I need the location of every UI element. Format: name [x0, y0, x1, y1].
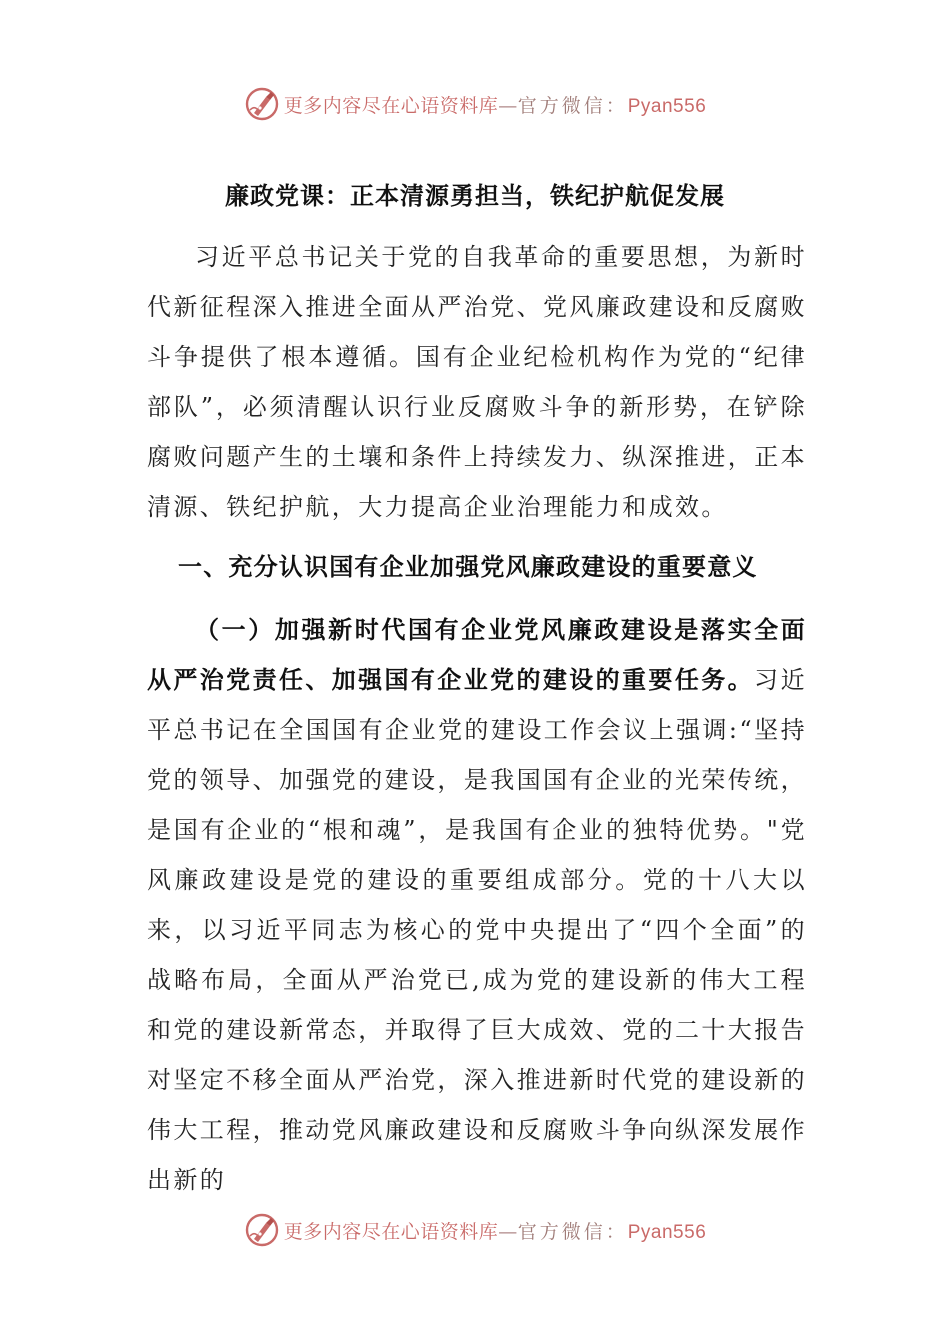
- document-title: 廉政党课：正本清源勇担当，铁纪护航促发展: [225, 182, 725, 210]
- footer-watermark-text: [284, 1217, 707, 1244]
- header-text-wechat: 官方微信：: [517, 94, 628, 117]
- header-watermark: [0, 84, 950, 124]
- section-1-paragraph-1: [147, 605, 807, 1205]
- footer-text-dash: —: [498, 1220, 518, 1243]
- pen-nib-icon: [244, 1212, 280, 1248]
- intro-paragraph-block: [147, 232, 807, 532]
- footer-text-main: 更多内容尽在心语资料库: [283, 1220, 499, 1243]
- section-1-paragraph-1-body: 习近平总书记在全国国有企业党的建设工作会议上强调:“坚持党的领导、加强党的建设，是我国国有企业的光荣传统，是国有企业的“根和魂”，是我国有企业的独特优势。"党风廉政建设是党的建设的重要组成部分。党的十八大以来，以习近平同志为核心的党中央提出了“四个全面”的战略布局，全面从严治党已,成为党的建设新的伟大工程和党的建设新常态，并取得了巨大成效、党的二十大报告对坚定不移全面从严治党，深入推进新时代党的建设新的伟大工程，推动党风廉政建设和反腐败斗争向纵深发展作出新的: [147, 666, 807, 1194]
- header-text-id: Pyan556: [627, 95, 707, 117]
- header-text-dash: —: [498, 94, 518, 117]
- footer-text-id: Pyan556: [627, 1221, 707, 1243]
- header-text-main: 更多内容尽在心语资料库: [283, 94, 499, 117]
- pen-nib-icon: [244, 86, 280, 122]
- intro-paragraph: 习近平总书记关于党的自我革命的重要思想，为新时代新征程深入推进全面从严治党、党风廉政建设和反腐败斗争提供了根本遵循。国有企业纪检机构作为党的“纪律部队”，必须清醒认识行业反腐败斗争的新形势，在铲除腐败问题产生的土壤和条件上持续发力、纵深推进，正本清源、铁纪护航，大力提高企业治理能力和成效。: [147, 243, 807, 521]
- section-1-heading: 一、充分认识国有企业加强党风廉政建设的重要意义: [178, 553, 758, 581]
- section-1-paragraph-1-lead: （一）加强新时代国有企业党风廉政建设是落实全面从严治党责任、加强国有企业党的建设的重要任务。: [147, 616, 807, 694]
- footer-watermark: [0, 1210, 950, 1250]
- footer-text-wechat: 官方微信：: [517, 1220, 628, 1243]
- section-1-paragraph-block: [147, 605, 807, 1205]
- header-watermark-text: [284, 91, 707, 118]
